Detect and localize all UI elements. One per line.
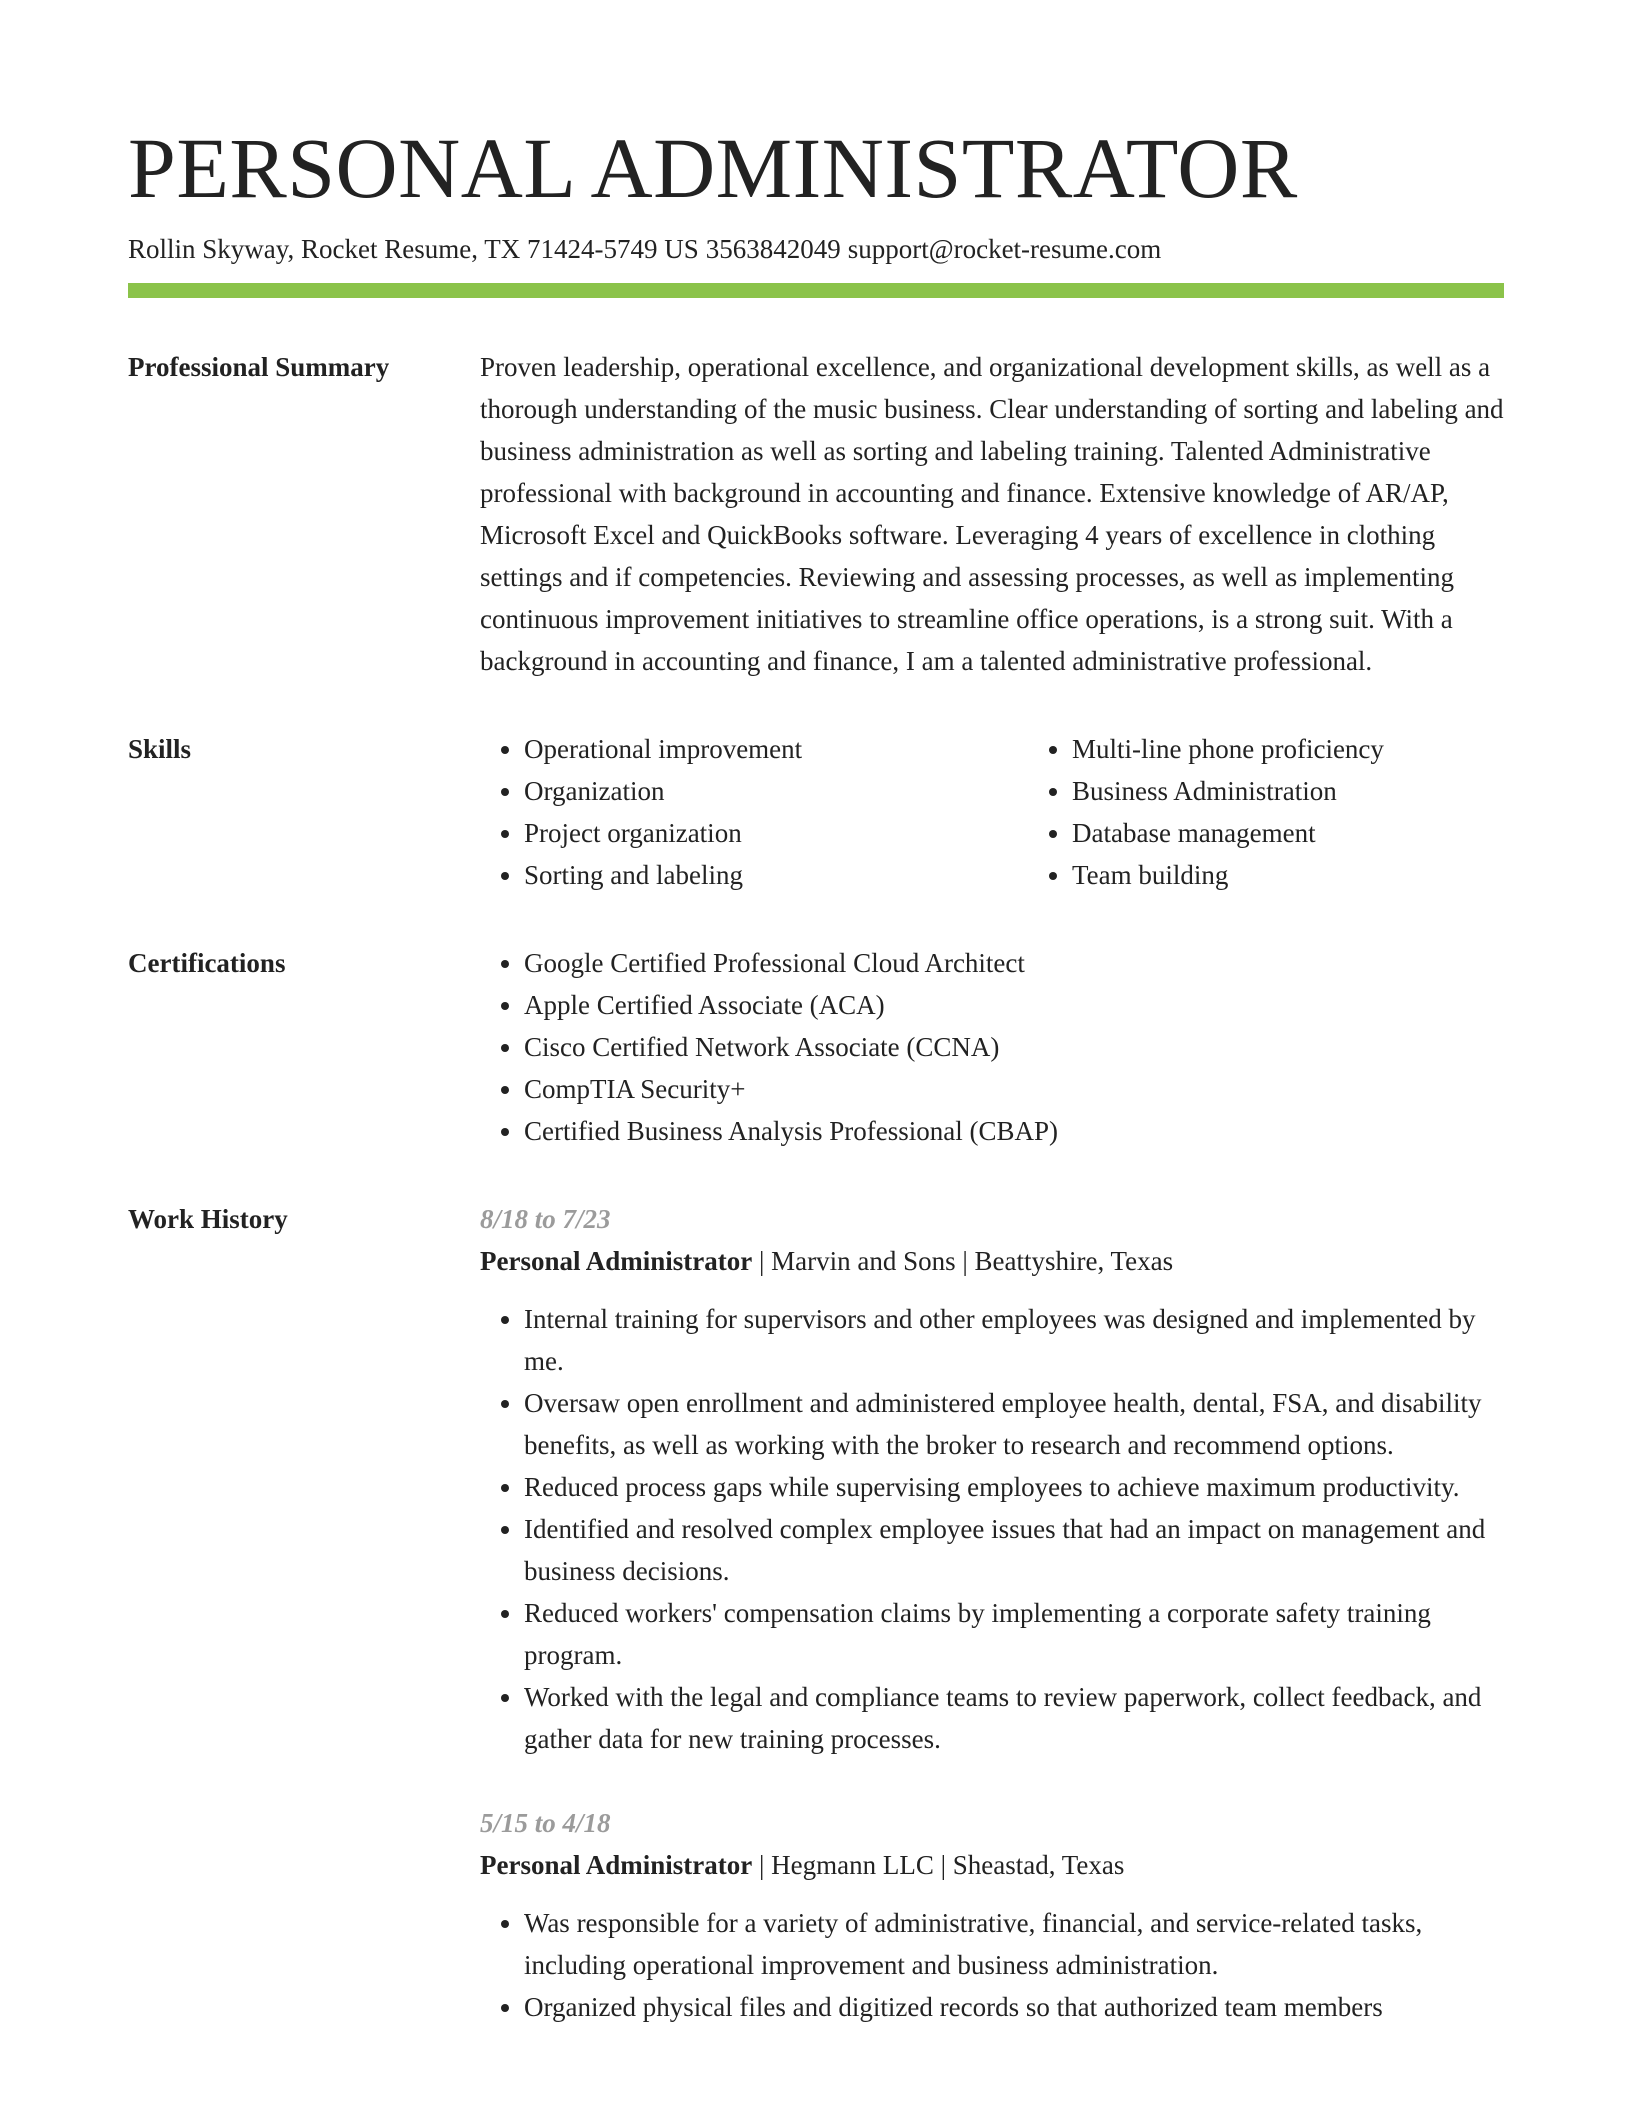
resume-name: PERSONAL ADMINISTRATOR bbox=[128, 120, 1298, 216]
certification-item: • Cisco Certified Network Associate (CCNA) bbox=[524, 1026, 1504, 1068]
skill-item: • Sorting and labeling bbox=[524, 854, 1028, 896]
job-bullet: • Oversaw open enrollment and administered employee health, dental, FSA, and disability benefits, as well as working with the broker to research and recommend options. bbox=[524, 1382, 1504, 1466]
job-company: Hegmann LLC bbox=[771, 1850, 934, 1880]
job-role: Personal Administrator bbox=[480, 1850, 753, 1880]
job-heading bbox=[480, 1240, 1504, 1282]
job-entry bbox=[480, 1198, 1504, 1760]
skills-section bbox=[128, 728, 1504, 896]
contact-line bbox=[128, 232, 1504, 266]
job-location: Beattyshire, Texas bbox=[974, 1246, 1174, 1276]
job-bullet: • Organized physical files and digitized records so that authorized team members bbox=[524, 1986, 1504, 2028]
contact-email: support@rocket-resume.com bbox=[847, 234, 1162, 264]
job-bullet: • Worked with the legal and compliance teams to review paperwork, collect feedback, and gather data for new training processes. bbox=[524, 1676, 1504, 1760]
certifications-body bbox=[480, 942, 1504, 1152]
job-company: Marvin and Sons bbox=[771, 1246, 956, 1276]
job-entry bbox=[480, 1802, 1504, 2028]
skill-item: • Team building bbox=[1072, 854, 1576, 896]
section-title-summary: Professional Summary bbox=[128, 352, 390, 382]
job-separator: | bbox=[955, 1246, 975, 1276]
skill-item: • Organization bbox=[524, 770, 1028, 812]
job-heading bbox=[480, 1844, 1504, 1886]
certifications-list bbox=[480, 942, 1504, 1152]
job-bullet: • Reduced process gaps while supervising employees to achieve maximum productivity. bbox=[524, 1466, 1504, 1508]
header-divider bbox=[128, 283, 1504, 298]
skill-item: • Project organization bbox=[524, 812, 1028, 854]
skill-item: • Database management bbox=[1072, 812, 1576, 854]
job-bullet: • Internal training for supervisors and other employees was designed and implemented by me. bbox=[524, 1298, 1504, 1382]
skills-list-left bbox=[480, 728, 1028, 896]
certification-item: • CompTIA Security+ bbox=[524, 1068, 1504, 1110]
job-bullet: • Was responsible for a variety of administrative, financial, and service-related tasks, including operational improvement and business administration. bbox=[524, 1902, 1504, 1986]
job-location: Sheastad, Texas bbox=[952, 1850, 1125, 1880]
certification-item: • Google Certified Professional Cloud Architect bbox=[524, 942, 1504, 984]
summary-body bbox=[480, 346, 1504, 682]
skill-item: • Operational improvement bbox=[524, 728, 1028, 770]
job-bullet: • Identified and resolved complex employee issues that had an impact on management and business decisions. bbox=[524, 1508, 1504, 1592]
skills-body bbox=[480, 728, 1504, 896]
job-bullets bbox=[480, 1902, 1504, 2028]
job-bullet: • Reduced workers' compensation claims by implementing a corporate safety training program. bbox=[524, 1592, 1504, 1676]
certifications-section bbox=[128, 942, 1504, 1152]
certification-item: • Apple Certified Associate (ACA) bbox=[524, 984, 1504, 1026]
skills-list-right bbox=[1028, 728, 1576, 896]
skills-grid bbox=[480, 728, 1504, 896]
work-history-section bbox=[128, 1198, 1504, 2070]
job-role: Personal Administrator bbox=[480, 1246, 753, 1276]
job-separator: | bbox=[933, 1850, 953, 1880]
work-history-body bbox=[480, 1198, 1504, 2070]
summary-text: Proven leadership, operational excellence, and organizational development skills, as well as a thorough understanding of the music business. Clear understanding of sorting and labeling and business administration as well as sorting and labeling training. Talented Administrative professional with background in accounting and finance. Extensive knowledge of AR/AP, Microsoft Excel and QuickBooks software. Leveraging 4 years of excellence in clothing settings and if competencies. Reviewing and assessing processes, as well as implementing continuous improvement initiatives to streamline office operations, is a strong suit. With a background in accounting and finance, I am a talented administrative professional. bbox=[480, 352, 1504, 676]
contact-phone: 3563842049 bbox=[705, 234, 841, 264]
job-dates: 8/18 to 7/23 bbox=[480, 1204, 611, 1234]
certification-item: • Certified Business Analysis Professional (CBAP) bbox=[524, 1110, 1504, 1152]
section-title-work-history: Work History bbox=[128, 1204, 288, 1234]
job-bullets bbox=[480, 1298, 1504, 1760]
job-dates: 5/15 to 4/18 bbox=[480, 1808, 611, 1838]
job-separator: | bbox=[752, 1246, 772, 1276]
section-title-skills: Skills bbox=[128, 734, 192, 764]
resume-page bbox=[128, 118, 1504, 2070]
contact-address: Rollin Skyway, Rocket Resume, TX 71424-5749 US bbox=[128, 234, 699, 264]
skill-item: • Multi-line phone proficiency bbox=[1072, 728, 1576, 770]
job-separator: | bbox=[752, 1850, 772, 1880]
skill-item: • Business Administration bbox=[1072, 770, 1576, 812]
summary-section bbox=[128, 346, 1504, 682]
section-title-certifications: Certifications bbox=[128, 948, 286, 978]
